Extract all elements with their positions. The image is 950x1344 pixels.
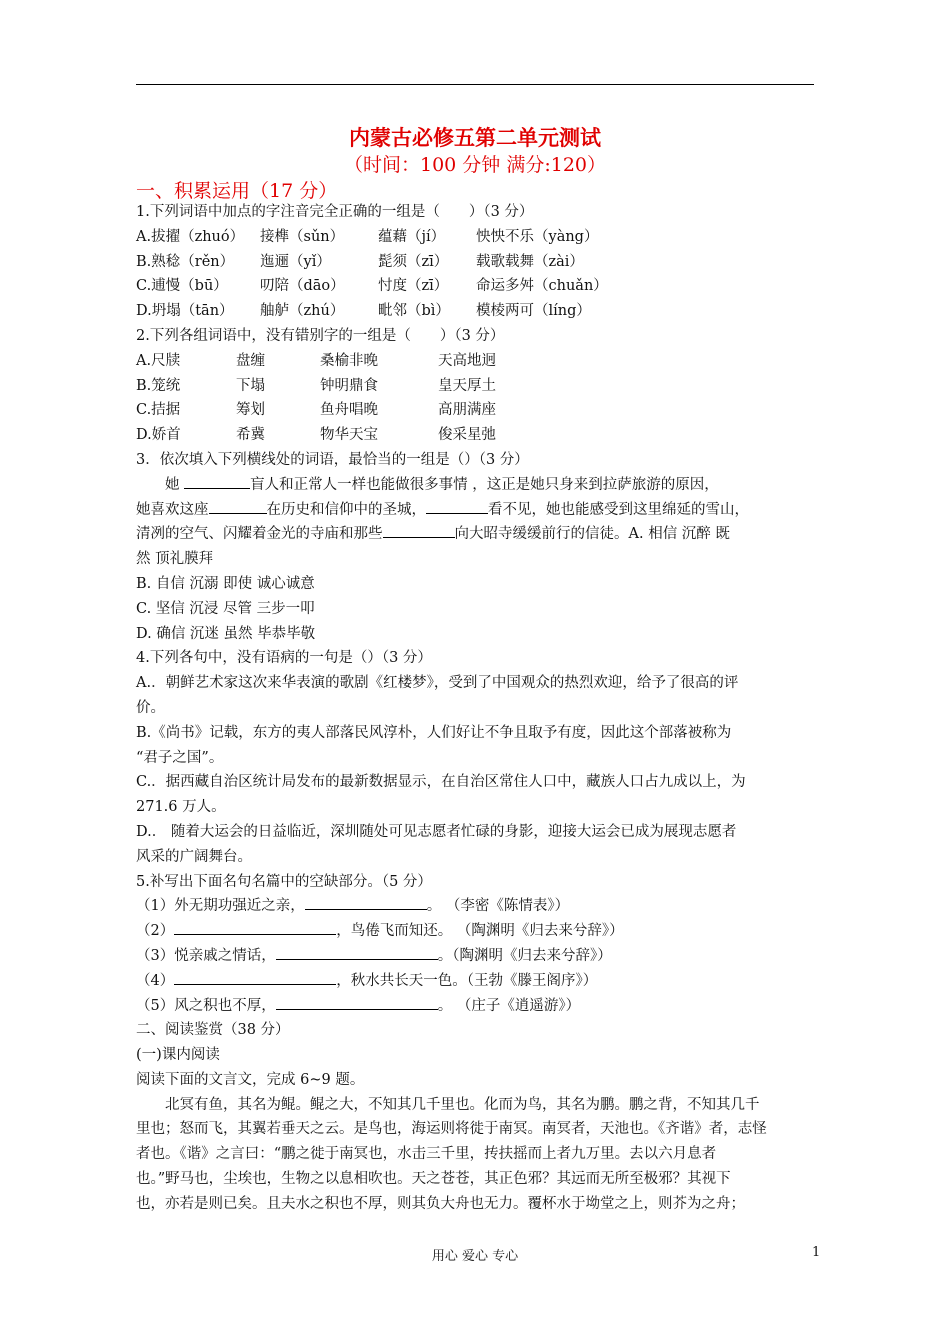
q4-stem: 4.下列各句中，没有语病的一句是（）（3 分）: [136, 650, 432, 667]
q4-line: “君子之国”。: [136, 749, 224, 766]
q1-d-word4: 模棱两可（líng）: [476, 303, 591, 320]
q2-b-word1: B.笼统: [136, 377, 181, 394]
q5-item-1: [136, 894, 816, 919]
q5-blank-2: [174, 920, 336, 935]
q3-option-b: B. 自信 沉溺 即使 诚心诚意: [136, 575, 315, 592]
q2-a-word2: 盘缠: [236, 352, 265, 369]
q3-text: 向大昭寺缓缓前行的信徒。A. 相信 沉醉 既: [454, 526, 730, 543]
q5-text: （4）: [136, 972, 175, 989]
q3-text: 看不见，她也能感受到这里绵延的雪山，: [488, 501, 749, 518]
q2-a-word3: 桑榆非晚: [320, 352, 378, 369]
q5-text: ，鸟倦飞而知还。 （陶渊明《归去来兮辞》）: [336, 923, 624, 940]
q1-a-word4: 怏怏不乐（yàng）: [476, 228, 599, 245]
q2-c-word1: C.拮据: [136, 402, 181, 419]
reading-passage-line: 也。”野马也，尘埃也，生物之以息相吹也。天之苍苍，其正色邪？其远而无所至极邪？其视下: [136, 1171, 731, 1188]
reading-instruction: 阅读下面的文言文，完成 6~9 题。: [136, 1071, 365, 1088]
q3-blank-2: [209, 499, 267, 514]
section-2-subheading: (一)课内阅读: [136, 1047, 220, 1064]
page-number: 1: [812, 1245, 821, 1260]
q2-stem: 2.下列各组词语中，没有错别字的一组是（ ）（3 分）: [136, 327, 505, 344]
q3-option-c: C. 坚信 沉浸 尽管 三步一叩: [136, 600, 315, 617]
q3-blank-4: [383, 523, 455, 538]
q2-d-word3: 物华天宝: [320, 427, 378, 444]
q1-option-c: [136, 274, 816, 299]
footer-slogan: 用心 爱心 专心: [431, 1249, 519, 1264]
q4-line: D.． 随着大运会的日益临近，深圳随处可见志愿者忙碌的身影，迎接大运会已成为展现志愿者: [136, 823, 737, 840]
q4-line: 271.6 万人。: [136, 799, 226, 816]
q3-blank-3: [426, 499, 488, 514]
q1-options: [136, 225, 816, 324]
q1-a-word3: 蕴藉（jí）: [378, 228, 446, 245]
q1-c-word4: 命运多舛（chuǎn）: [476, 278, 608, 295]
q3-text: 在历史和信仰中的圣城，: [266, 501, 426, 518]
q2-option-b: [136, 374, 816, 399]
reading-passage-line: 里也；怒而飞，其翼若垂天之云。是鸟也，海运则将徙于南冥。南冥者，天池也。《齐谐》者，志怪: [136, 1121, 767, 1138]
q1-b-word2: 迤逦（yǐ）: [260, 253, 331, 270]
q3-passage-line-2: [136, 498, 816, 523]
q5-text: 。（陶渊明《归去来兮辞》）: [437, 947, 612, 964]
q3-text: 她: [165, 476, 185, 493]
q4-line: 价。: [136, 699, 165, 716]
q3-option-d: D. 确信 沉迷 虽然 毕恭毕敬: [136, 625, 316, 642]
q4-line: A.．朝鲜艺术家这次来华表演的歌剧《红楼梦》，受到了中国观众的热烈欢迎，给予了很高的评: [136, 675, 739, 692]
q5-item-3: [136, 944, 816, 969]
document-body: [136, 200, 816, 1217]
q2-option-a: [136, 349, 816, 374]
reading-passage-line: 也，亦若是则已矣。且夫水之积也不厚，则其负大舟也无力。覆杯水于坳堂之上，则芥为之舟；: [136, 1195, 745, 1212]
q5-item-5: [136, 994, 816, 1019]
q2-b-word4: 皇天厚土: [438, 377, 496, 394]
q1-option-b: [136, 250, 816, 275]
section-1-heading: 一、积累运用（17 分）: [136, 180, 338, 202]
q1-b-word3: 髭须（zī）: [378, 253, 449, 270]
q1-option-a: [136, 225, 816, 250]
q2-option-d: [136, 423, 816, 448]
q5-text: （3）悦亲戚之情话，: [136, 947, 276, 964]
q5-text: （1）外无期功强近之亲，: [136, 898, 305, 915]
q2-c-word2: 筹划: [236, 402, 265, 419]
q4-line: B.《尚书》记载，东方的夷人部落民风淳朴，人们好让不争且取予有度，因此这个部落被称为: [136, 724, 732, 741]
page-title: 内蒙古必修五第二单元测试: [349, 125, 601, 150]
q3-text: 她喜欢这座: [136, 501, 209, 518]
q5-text: ，秋水共长天一色。（王勃《滕王阁序》）: [336, 972, 598, 989]
q2-d-word4: 俊采星弛: [438, 427, 496, 444]
q1-a-word2: 接榫（sǔn）: [260, 228, 345, 245]
q2-a-word4: 天高地迥: [438, 352, 496, 369]
q2-a-word1: A.尺牍: [136, 352, 181, 369]
page-subtitle: （时间：100 分钟 满分:120）: [343, 154, 606, 176]
q2-c-word3: 鱼舟唱晚: [320, 402, 378, 419]
q5-blank-3: [276, 945, 438, 960]
reading-passage-line: 北冥有鱼，其名为鲲。鲲之大，不知其几千里也。化而为鸟，其名为鹏。鹏之背，不知其几千: [165, 1096, 760, 1113]
q2-option-c: [136, 398, 816, 423]
q5-item-4: [136, 969, 816, 994]
reading-passage-line: 者也。《谐》之言曰：“鹏之徙于南冥也，水击三千里，抟扶摇而上者九万里。去以六月息者: [136, 1146, 717, 1163]
q5-stem: 5.补写出下面名句名篇中的空缺部分。（5 分）: [136, 873, 432, 890]
q2-b-word2: 下塌: [236, 377, 265, 394]
q3-passage-line-3: [136, 522, 816, 547]
q2-d-word2: 希冀: [236, 427, 265, 444]
q5-text: （2）: [136, 923, 175, 940]
header-rule: [136, 84, 814, 85]
q2-b-word3: 钟明鼎食: [320, 377, 378, 394]
q1-b-word4: 载歌载舞（zài）: [476, 253, 584, 270]
q1-d-word3: 毗邻（bì）: [378, 303, 450, 320]
q5-blank-4: [174, 970, 336, 985]
q5-blank-1: [305, 895, 427, 910]
q1-c-word2: 叨陪（dāo）: [260, 278, 345, 295]
q5-item-2: [136, 919, 816, 944]
q1-c-word3: 忖度（zī）: [378, 278, 449, 295]
q5-text: 。 （李密《陈情表》）: [426, 898, 570, 915]
q4-line: 风采的广阔舞台。: [136, 848, 252, 865]
q1-option-d: [136, 299, 816, 324]
q3-text: 清冽的空气、闪耀着金光的寺庙和那些: [136, 526, 383, 543]
q1-b-word1: B.熟稔（rěn）: [136, 253, 235, 270]
section-2-heading: 二、阅读鉴赏（38 分）: [136, 1022, 290, 1039]
q1-a-word1: A.拔擢（zhuó）: [136, 228, 245, 245]
q5-text: 。 （庄子《逍遥游》）: [437, 997, 581, 1014]
q3-stem: 3．依次填入下列横线处的词语，最恰当的一组是（）（3 分）: [136, 451, 529, 468]
q3-passage-line-4: 然 顶礼膜拜: [136, 551, 214, 568]
q3-text: 盲人和正常人一样也能做很多事情 ，这正是她只身来到拉萨旅游的原因，: [250, 476, 719, 493]
q5-text: （5）风之积也不厚，: [136, 997, 276, 1014]
q1-stem: 1.下列词语中加点的字注音完全正确的一组是（ ）（3 分）: [136, 204, 534, 220]
q3-blank-1: [184, 474, 250, 489]
q2-c-word4: 高朋满座: [438, 402, 496, 419]
q3-passage-line-1: [136, 473, 816, 498]
q4-line: C.．据西藏自治区统计局发布的最新数据显示，在自治区常住人口中，藏族人口占九成以上，为: [136, 774, 746, 791]
q2-d-word1: D.娇首: [136, 427, 181, 444]
q1-d-word2: 舳舻（zhú）: [260, 303, 345, 320]
q1-c-word1: C.逋慢（bū）: [136, 278, 228, 295]
q1-d-word1: D.坍塌（tān）: [136, 303, 234, 320]
q5-blank-5: [276, 995, 438, 1010]
